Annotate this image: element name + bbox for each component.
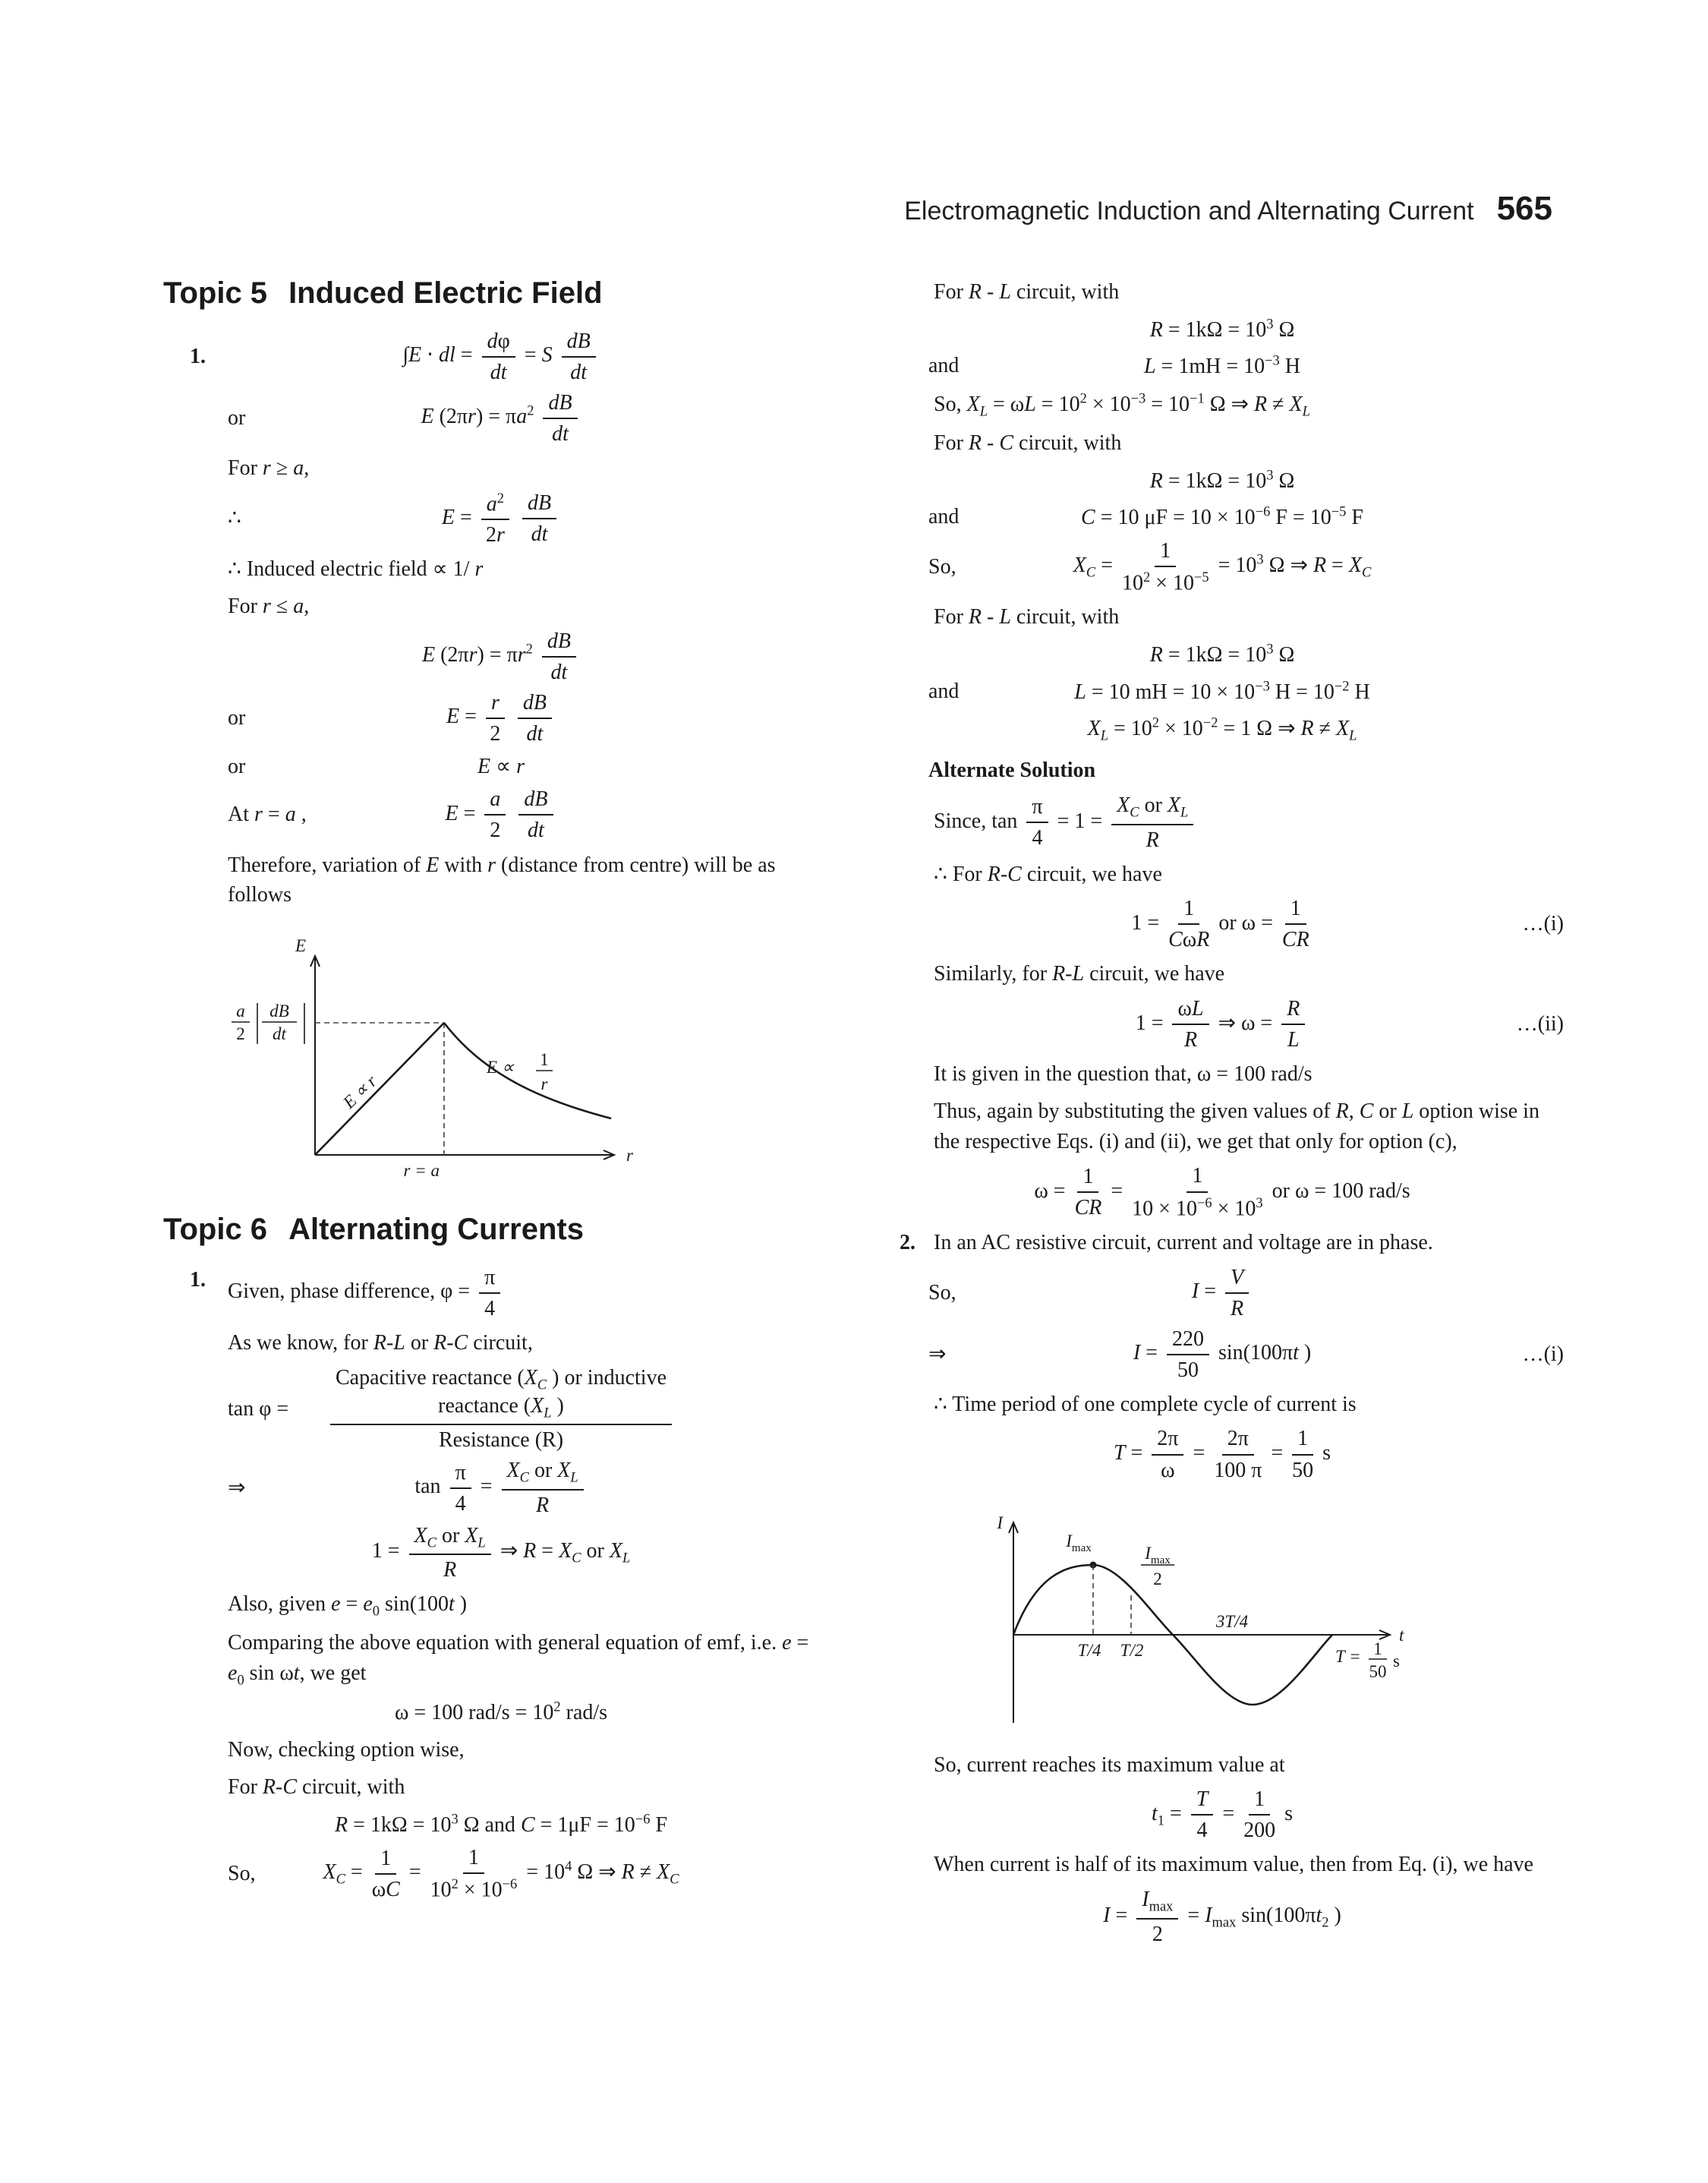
- formula-line: [163, 1845, 827, 1902]
- paragraph-text: Similarly, for R-L circuit, we have: [934, 962, 1225, 986]
- half-max-subscript: max: [1150, 1554, 1171, 1566]
- subheading: Alternate Solution: [928, 759, 1096, 783]
- paragraph: [900, 1390, 1564, 1420]
- paragraph: [163, 554, 827, 585]
- formula-line: [163, 629, 827, 685]
- paragraph-text: It is given in the question that, ω = 100 rad/s: [934, 1062, 1313, 1087]
- paragraph-text: Also, given $e = e_0$ sin(100t ): [228, 1592, 468, 1619]
- inverse-label-prefix: E ∝: [487, 1058, 515, 1077]
- paragraph-text: For R-C circuit, with: [228, 1774, 405, 1799]
- r-equals-a-label: r = a: [403, 1161, 440, 1180]
- paragraph: [163, 850, 827, 911]
- formula-line: [163, 690, 827, 746]
- paragraph: [163, 453, 827, 484]
- topic-number: Topic 5: [163, 276, 268, 310]
- paragraph: [163, 1735, 827, 1765]
- formula-line: [900, 314, 1564, 345]
- formula-line: [163, 752, 827, 782]
- formula-expression: I = $\frac{220}{50}$ sin(100πt ): [1133, 1327, 1312, 1382]
- column-left: [163, 270, 827, 1952]
- formula-label: or: [228, 705, 246, 730]
- formula-expression: 1 = 1 CωR or ω = $\frac{1}{CR}$: [1131, 897, 1309, 952]
- paragraph-text: Therefore, variation of E with r (distance from centre) will be as follows: [228, 853, 776, 907]
- formula-expression: ω = $\frac{1}{CR}$ = $\frac{1}{10 \times 10^{-6} \times 10^3}$ or ω = 100 rad/s: [1034, 1164, 1410, 1220]
- running-head: [163, 190, 1552, 228]
- e-vs-r-plot: [216, 926, 641, 1181]
- formula-label: ⇒: [228, 1475, 246, 1500]
- paragraph-text: So, $X_L = \omega L = 10^2 \times 10^{-3} = 10^{-1}$ Ω ⇒ $R \ne X_L$: [934, 390, 1310, 419]
- paragraph: [900, 793, 1564, 852]
- formula-expression: $t_1$ = $\frac{T}{4}$ = $\frac{1}{200}$ s: [1151, 1787, 1294, 1843]
- paragraph-text: ∴ Time period of one complete cycle of current is: [934, 1392, 1357, 1416]
- formula-label: So,: [228, 1862, 256, 1886]
- formula-line: [900, 1265, 1564, 1321]
- imax-symbol: I: [1066, 1531, 1072, 1550]
- formula-expression: $L = 1mH = 10^{-3}$ H: [1143, 352, 1301, 379]
- formula-line: [900, 712, 1564, 745]
- formula-line: [900, 502, 1564, 533]
- item-number: 1.: [190, 344, 206, 368]
- formula-line: [900, 676, 1564, 707]
- formula-label: So,: [928, 554, 956, 579]
- imax-label: [1065, 1532, 1092, 1554]
- paragraph-text: For R - C circuit, with: [934, 431, 1122, 456]
- formula-expression: L = 10 mH = $10 \times 10^{-3}$ $H = 10^{-2}$ H: [1074, 678, 1370, 704]
- formula-expression: $R = 1k\Omega = 10^3$ Ω and $C = 1\mu F = 10^{-6}$ F: [334, 1811, 668, 1837]
- formula-expression: $X_C$ = $\frac{1}{\omega C}$ = $\frac{1}{10^2 \times 10^{-6}}$ = $10^4$ Ω ⇒ $R \ne X_C$: [323, 1846, 679, 1902]
- inverse-label-den: r: [540, 1074, 548, 1093]
- formula-label: At r = a ,: [228, 803, 307, 827]
- formula-expression: T = $\frac{2\pi}{\omega}$ = $\frac{2\pi}{100 \pi}$ = $\frac{1}{50}$ s: [1113, 1427, 1331, 1482]
- formula-expression: $X_C$ = $\frac{1}{10^2 \times 10^{-5}}$ = $10^3$ Ω ⇒ $R = X_C$: [1073, 538, 1372, 595]
- content-columns: [163, 270, 1564, 1952]
- equation-number: …(i): [1522, 1342, 1564, 1366]
- period-num: 1: [1373, 1639, 1382, 1658]
- paragraph-text: When current is half of its maximum value, then from Eq. (i), we have: [934, 1853, 1533, 1877]
- paragraph: [900, 1850, 1564, 1880]
- topic-title: Induced Electric Field: [288, 276, 603, 310]
- paragraph-text: ∴ For R-C circuit, we have: [934, 862, 1162, 886]
- period-den: 50: [1369, 1661, 1387, 1681]
- formula-line: [900, 639, 1564, 670]
- formula-line: [900, 996, 1564, 1052]
- paragraph-text: Now, checking option wise,: [228, 1737, 465, 1762]
- formula-label: or: [228, 754, 246, 778]
- paragraph: [900, 277, 1564, 308]
- paragraph: [900, 428, 1564, 459]
- formula-line: [163, 1458, 827, 1517]
- formula-label: and: [928, 354, 960, 378]
- paragraph: [163, 1265, 827, 1321]
- paragraph: [163, 1328, 827, 1358]
- paragraph: [900, 389, 1564, 421]
- t-quarter-label: T/4: [1077, 1640, 1101, 1660]
- topic-heading: [163, 272, 827, 315]
- graph-current-vs-time: [930, 1498, 1564, 1741]
- inverse-label-num: 1: [540, 1050, 549, 1069]
- formula-label: or: [228, 406, 246, 431]
- paragraph-text: ∴ Induced electric field ∝ 1/ r: [228, 557, 484, 582]
- x-axis-label: t: [1399, 1625, 1404, 1645]
- period-prefix: T =: [1335, 1646, 1361, 1666]
- formula-line: [163, 329, 827, 385]
- formula-expression: 1 = $\frac{\omega L}{R}$ ⇒ ω = $\frac{R}{L}$: [1136, 1011, 1309, 1035]
- formula-label: So,: [928, 1280, 956, 1304]
- paragraph-text: For r ≥ a,: [228, 456, 310, 480]
- equation-number: …(i): [1522, 912, 1564, 936]
- paragraph: [900, 1096, 1564, 1157]
- formula-line: [163, 1697, 827, 1728]
- formula-line: [900, 1426, 1564, 1482]
- paragraph: [163, 1772, 827, 1803]
- paragraph-text: For r ≤ a,: [228, 594, 310, 618]
- paragraph-text: Given, phase difference, φ = $\frac{\pi}{4}$: [228, 1279, 504, 1303]
- formula-label: ∴: [228, 506, 241, 531]
- x-axis-label: r: [626, 1146, 633, 1165]
- formula-line: [900, 465, 1564, 497]
- half-max-symbol: I: [1145, 1543, 1151, 1563]
- paragraph: [900, 1750, 1564, 1781]
- paragraph-text: As we know, for R-L or R-C circuit,: [228, 1330, 533, 1355]
- formula-expression: 1 = $\frac{X_C or X_L}{R}$ ⇒ $R = X_C$ or $X_L$: [371, 1523, 631, 1582]
- formula-line: [900, 1887, 1564, 1946]
- item-number: 2.: [900, 1230, 915, 1254]
- formula-expression: I = $I_{max}$ 2 = $I_{max}$ $\sin(100\pi t_2$ ): [1103, 1888, 1341, 1946]
- y-axis-label: E: [295, 936, 306, 955]
- paragraph: [900, 1228, 1564, 1258]
- topic-heading: [163, 1208, 827, 1251]
- formula-line: [900, 1163, 1564, 1220]
- y-value-frac-num: a: [236, 1002, 245, 1021]
- current-sine-plot: [930, 1498, 1416, 1741]
- formula-expression: I = $\frac{V}{R}$: [1192, 1279, 1253, 1303]
- formula-label: ⇒: [928, 1342, 947, 1366]
- t-half-label: T/2: [1120, 1640, 1144, 1660]
- half-max-den: 2: [1153, 1569, 1162, 1588]
- formula-expression: E $(2\pi r) = \pi a^2$ $\frac{dB}{dt}$: [421, 405, 581, 428]
- paragraph: [163, 1628, 827, 1690]
- formula-line: [163, 1523, 827, 1582]
- dt-label: dt: [273, 1024, 286, 1043]
- formula-label: and: [928, 679, 960, 703]
- formula-expression: $R = 1k\Omega = 10^3$ Ω: [1149, 467, 1295, 494]
- page-number: 565: [1496, 190, 1552, 227]
- paragraph: [163, 591, 827, 622]
- formula-expression: E = $\frac{a}{2}$ $\frac{dB}{dt}$: [445, 802, 556, 825]
- formula-expression: E = $\frac{a^2}{2r}$ $\frac{dB}{dt}$: [442, 506, 560, 529]
- db-label: dB: [269, 1002, 289, 1021]
- paragraph-text: For R - L circuit, with: [934, 280, 1120, 304]
- paragraph-text: Thus, again by substituting the given values of R, C or L option wise in the respective Eqs. (i) and (ii), we get that only for option (c),: [934, 1099, 1539, 1153]
- formula-line: [163, 1809, 827, 1840]
- paragraph: [900, 959, 1564, 989]
- paragraph: [900, 1059, 1564, 1090]
- formula-expression: ∫E ⋅ dl = $\frac{d\varphi}{dt}$ = S $\frac{dB}{dt}$: [402, 343, 599, 367]
- t-three-quarter-label: 3T/4: [1215, 1611, 1249, 1631]
- formula-expression: E ∝ r: [477, 754, 525, 778]
- formula-line: [163, 787, 827, 843]
- formula-line: [163, 491, 827, 547]
- linear-region-line: [315, 1023, 444, 1155]
- topic-number: Topic 6: [163, 1213, 268, 1246]
- graph-e-vs-r: [216, 926, 827, 1181]
- formula-expression: $R = 1k\Omega = 10^3$ Ω: [1149, 316, 1295, 342]
- y-axis-label: I: [997, 1513, 1003, 1532]
- formula-label: tan φ =: [228, 1396, 289, 1421]
- formula-line: [900, 538, 1564, 595]
- paragraph-text: So, current reaches its maximum value at: [934, 1752, 1285, 1777]
- formula-label: and: [928, 505, 960, 529]
- formula-expression: E = $\frac{r}{2}$ $\frac{dB}{dt}$: [446, 705, 556, 728]
- paragraph-text: Since, tan $\frac{\pi}{4}$ = 1 = $\frac{X_C or X_L}{R}$: [934, 809, 1197, 833]
- formula-expression: $X_L = 10^2 \times 10^{-2} = 1$ Ω ⇒ $R \ne X_L$: [1087, 715, 1357, 743]
- formula-line: [900, 1327, 1564, 1383]
- formula-expression: tan $\frac{\pi}{4}$ = $\frac{X_C or X_L}{R}$: [414, 1475, 587, 1498]
- half-max-num: [1144, 1544, 1171, 1566]
- linear-label: E ∝ r: [339, 1071, 381, 1112]
- formula-expression: E $(2\pi r) = \pi r^2$ $\frac{dB}{dt}$: [422, 643, 580, 667]
- paragraph-text: For R - L circuit, with: [934, 605, 1120, 629]
- column-right: [900, 270, 1564, 1952]
- paragraph: [900, 602, 1564, 633]
- formula-expression: $R = 1k\Omega = 10^3$ Ω: [1149, 642, 1295, 667]
- equation-number: …(ii): [1516, 1012, 1564, 1036]
- formula-line: [163, 390, 827, 446]
- topic-title: Alternating Currents: [288, 1213, 584, 1246]
- period-unit: s: [1393, 1651, 1400, 1670]
- formula-line: [900, 1787, 1564, 1843]
- formula-expression: ω = 100 $rad/s = 10^2$ rad/s: [394, 1699, 608, 1724]
- chapter-title: Electromagnetic Induction and Alternating Current: [904, 197, 1474, 226]
- paragraph-text: In an AC resistive circuit, current and voltage are in phase.: [934, 1230, 1433, 1254]
- inverse-region-curve: [444, 1023, 611, 1118]
- item-number: 1.: [190, 1267, 206, 1292]
- paragraph: [900, 860, 1564, 890]
- y-value-frac-den: 2: [236, 1024, 245, 1043]
- formula-expression: Capacitive reactance ($X_C$ ) or inductive reactance ($X_L$ ) Resistance (R): [326, 1396, 676, 1419]
- paragraph-text: Comparing the above equation with general equation of emf, i.e. $e = e_0$ sin ωt, we get: [228, 1631, 809, 1688]
- formula-line: [900, 351, 1564, 382]
- formula-line: [900, 896, 1564, 952]
- imax-subscript: max: [1071, 1541, 1092, 1554]
- formula-expression: C = 10 $\mu F = 10 \times 10^{-6}$ $F = 10^{-5}$ F: [1081, 503, 1363, 530]
- formula-line: [163, 1365, 827, 1453]
- paragraph: [163, 1589, 827, 1621]
